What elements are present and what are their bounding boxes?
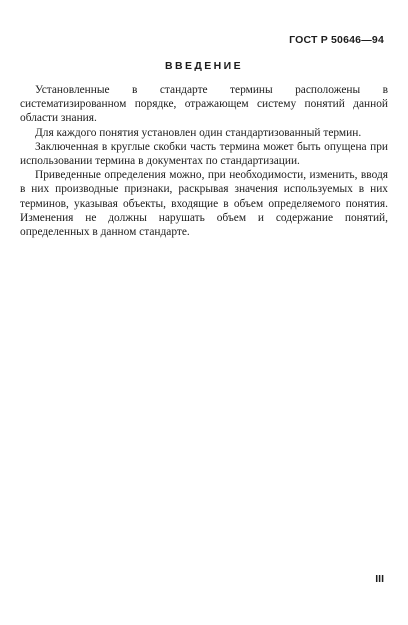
page-number: III (375, 573, 384, 585)
body-text (20, 83, 388, 239)
paragraph: Установленные в стандарте термины расположены в систематизированном порядке, отражающем систему понятий данной области знания. (20, 84, 388, 125)
standard-code: ГОСТ Р 50646—94 (289, 34, 384, 46)
paragraph: Заключенная в круглые скобки часть термина может быть опущена при использовании термина в документах по стандартизации. (20, 140, 388, 168)
paragraph: Приведенные определения можно, при необходимости, изменить, вводя в них производные признаки, раскрывая значения используемых в них терминов, указывая объекты, входящие в объем определяемого понятия. Изменения не должны нарушать объем и содержание понятий, определенных в данном стандарте. (20, 169, 388, 239)
paragraph: Для каждого понятия установлен один стандартизованный термин. (35, 126, 362, 139)
section-title: ВВЕДЕНИЕ (165, 60, 243, 72)
